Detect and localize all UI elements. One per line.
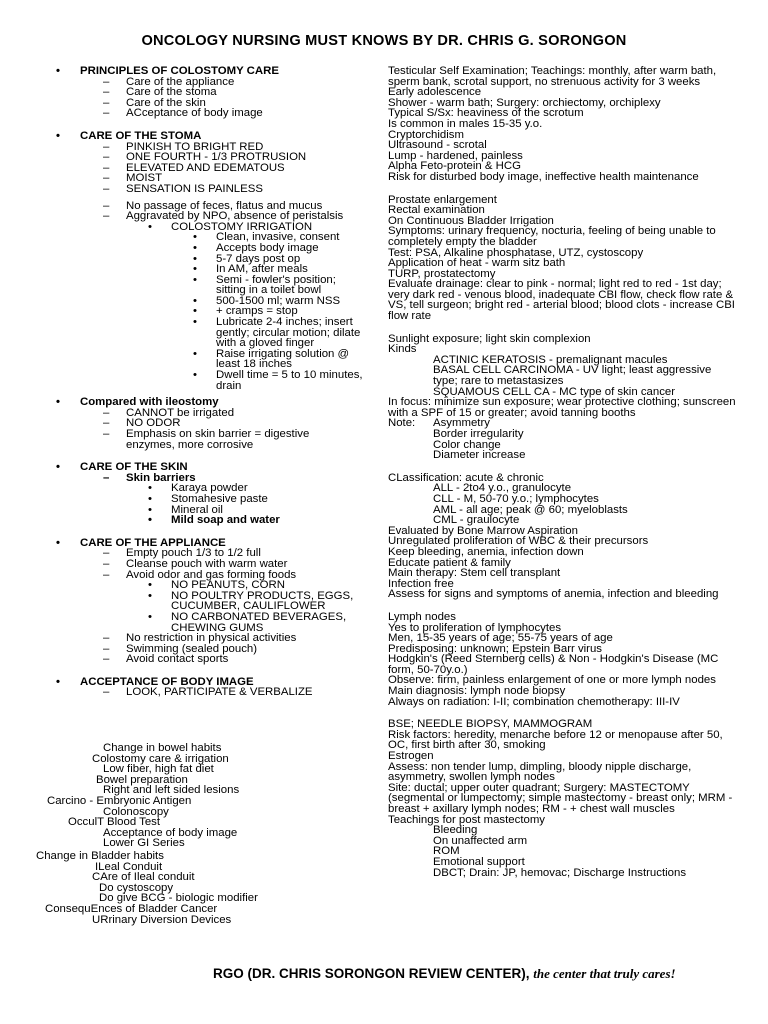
mnemonic-line: Acceptance of body image	[103, 826, 238, 839]
skin-cancer-kind: SQUAMOUS CELL CA - MC type of skin cancer	[433, 385, 676, 398]
post-mastectomy-item: Bleeding	[433, 824, 478, 837]
irrigation-item: • Clean, invasive, consent	[0, 232, 385, 243]
note-item: Color change	[433, 438, 501, 451]
stoma-item: – MOIST	[0, 173, 385, 184]
irrigation-item: • Accepts body image	[0, 243, 385, 254]
lymphoma-line: Observe: firm, painless enlargement of one or more lymph nodes	[388, 674, 716, 687]
appliance-item: – Avoid odor and gas forming foods	[0, 570, 385, 581]
skin-item: • Mild soap and water	[0, 515, 385, 526]
leukemia-classification: CLassification: acute & chronic	[388, 471, 544, 484]
mnemonic-line: Colostomy care & irrigation	[92, 752, 229, 765]
stoma-note: – No passage of feces, flatus and mucus	[0, 201, 385, 212]
testicular-line: Cryptorchidism	[388, 128, 464, 141]
testicular-line: Ultrasound - scrotal	[388, 139, 487, 152]
irrigation-item: • Dwell time = 5 to 10 minutes, drain	[0, 370, 366, 391]
lymphoma-line: Hodgkin's (Reed Sternberg cells) & Non - Hodgkin's Disease (MC form, 50-70y.o.)	[388, 653, 719, 676]
skin-cancer-kind: ACTINIC KERATOSIS - premalignant macules	[433, 353, 668, 366]
mnemonic-line: CAre of Ileal conduit	[92, 871, 195, 884]
appliance-item: – No restriction in physical activities	[0, 633, 385, 644]
footer	[213, 966, 676, 981]
mnemonic-line: ILeal Conduit	[95, 860, 163, 873]
irrigation-item: • Raise irrigating solution @ least 18 inches	[0, 349, 366, 370]
ileostomy-header: • Compared with ileostomy	[0, 397, 385, 408]
post-mastectomy-item: ROM	[433, 845, 460, 858]
skin-item: • Karaya powder	[0, 483, 385, 494]
leukemia-line: Assess for signs and symptoms of anemia, infection and bleeding	[388, 588, 719, 601]
mnemonic-line: OcculT Blood Test	[68, 816, 161, 829]
skin-cancer-kind: BASAL CELL CARCINOMA - UV light; least aggressive type; rare to metastasizes	[433, 364, 712, 388]
appliance-item: – Cleanse pouch with warm water	[0, 559, 385, 570]
leukemia-line: Infection free	[388, 577, 454, 590]
leukemia-line: Evaluated by Bone Marrow Aspiration	[388, 524, 578, 537]
acceptance-item: – LOOK, PARTICIPATE & VERBALIZE	[0, 687, 385, 698]
footer-slogan: the center that truly cares!	[533, 966, 676, 981]
testicular-line: Alpha Feto-protein & HCG	[388, 160, 521, 173]
mnemonic-line: Carcino - Embryonic Antigen	[47, 794, 192, 807]
testicular-line: Typical S/Sx: heaviness of the scrotum	[388, 107, 584, 120]
prostate-line: TURP, prostatectomy	[388, 267, 496, 280]
post-mastectomy-item: DBCT; Drain: JP, hemovac; Discharge Instructions	[433, 866, 687, 879]
appliance-item: – Avoid contact sports	[0, 654, 385, 665]
mnemonic-line: ConsequEnces of Bladder Cancer	[45, 902, 218, 915]
leukemia-line: Educate patient & family	[388, 556, 511, 569]
post-mastectomy-item: On unaffected arm	[433, 834, 528, 847]
mnemonic-line: Change in Bladder habits	[36, 850, 164, 862]
leukemia-line: Unregulated proliferation of WBC & their precursors	[388, 535, 649, 548]
lymphoma-line: Men, 15-35 years of age; 55-75 years of age	[388, 632, 613, 645]
irrigation-item: • Semi - fowler's position; sitting in a toilet bowl	[0, 275, 366, 296]
mnemonic-line: Lower GI Series	[103, 837, 185, 850]
appliance-item: – Empty pouch 1/3 to 1/2 full	[0, 548, 385, 559]
stoma-item: – PINKISH TO BRIGHT RED	[0, 142, 385, 153]
ileostomy-item: – CANNOT be irrigated	[0, 408, 385, 419]
mnemonic-line: Change in bowel habits	[103, 742, 222, 754]
acceptance-header: • ACCEPTANCE OF BODY IMAGE	[0, 677, 385, 688]
prostate-line: Prostate enlargement	[388, 193, 497, 206]
food-item: • NO PEANUTS, CORN	[0, 580, 385, 591]
stoma-item: – SENSATION IS PAINLESS	[0, 184, 385, 195]
irrigation-item: • Lubricate 2-4 inches; insert gently; circular motion; dilate with a gloved finger	[0, 317, 376, 349]
prostate-line: Application of heat - warm sitz bath	[388, 257, 566, 270]
note-label: Note:	[388, 417, 416, 430]
irrigation-header: • COLOSTOMY IRRIGATION	[0, 222, 385, 233]
testicular-line: Risk for disturbed body image, ineffective health maintenance	[388, 170, 699, 183]
skin-cancer-line: Kinds	[388, 343, 417, 356]
breast-line: Risk factors: heredity, menarche before 12 or menopause after 50, OC, first birth after 30, smoking	[388, 728, 723, 752]
note-item: Asymmetry	[433, 417, 490, 430]
skin-cancer-line: Sunlight exposure; light skin complexion	[388, 332, 591, 345]
lymphoma-line: Always on radiation: I-II; combination chemotherapy: III-IV	[388, 695, 680, 708]
breast-line: BSE; NEEDLE BIOPSY, MAMMOGRAM	[388, 718, 593, 731]
footer-center-name: RGO (DR. CHRIS SORONGON REVIEW CENTER),	[213, 966, 530, 981]
mnemonic-line: Colonoscopy	[103, 805, 169, 818]
mnemonic-line: Do cystoscopy	[99, 881, 174, 894]
skin-item: • Stomahesive paste	[0, 494, 385, 505]
prostate-line: Test: PSA, Alkaline phosphatase, UTZ, cystoscopy	[388, 246, 644, 259]
prostate-line: Symptoms: urinary frequency, nocturia, feeling of being unable to completely empty the bladder	[388, 225, 716, 248]
leukemia-class: ALL - 2to4 y.o., granulocyte	[433, 482, 572, 495]
mnemonic-line: Do give BCG - biologic modifier	[99, 892, 258, 905]
leukemia-class: AML - all age; peak @ 60; myeloblasts	[433, 503, 628, 516]
breast-line: Estrogen	[388, 750, 434, 763]
leukemia-class: CML - graulocyte	[433, 514, 520, 527]
testicular-line: Testicular Self Examination; Teachings: monthly, after warm bath, sperm bank, scrotal support, no strenuous activity for 3 weeks	[388, 65, 717, 88]
breast-line: Teachings for post mastectomy	[388, 813, 546, 826]
stoma-header: • CARE OF THE STOMA	[0, 131, 385, 142]
testicular-line: Lump - hardened, painless	[388, 149, 523, 162]
appliance-item: – Swimming (sealed pouch)	[0, 644, 385, 655]
principle-item: – Care of the appliance	[0, 77, 385, 88]
irrigation-item: • 5-7 days post op	[0, 254, 385, 265]
skin-cancer-line: In focus: minimize sun exposure; wear protective clothing; sunscreen with a SPF of 15 or greater; avoid tanning booths	[388, 396, 736, 419]
testicular-line: Early adolescence	[388, 86, 482, 99]
breast-line: Assess: non tender lump, dimpling, bloody nipple discharge, asymmetry, swollen lymph nodes	[388, 760, 692, 784]
prostate-line: On Continuous Bladder Irrigation	[388, 214, 554, 227]
breast-line: Site: ductal; upper outer quadrant; Surgery: MASTECTOMY (segmental or lumpectomy; simple mastectomy - breast only; MRM - breast + axillary lymph nodes; RM - + chest wall muscles	[388, 781, 733, 815]
skin-barriers-label: – Skin barriers	[0, 473, 385, 484]
appliance-header: • CARE OF THE APPLIANCE	[0, 538, 385, 549]
lymphoma-line: Lymph nodes	[388, 610, 456, 623]
leukemia-class: CLL - M, 50-70 y.o.; lymphocytes	[433, 492, 599, 505]
testicular-line: Shower - warm bath; Surgery: orchiectomy, orchiplexy	[388, 96, 661, 109]
principles-header: • PRINCIPLES OF COLOSTOMY CARE	[0, 66, 385, 77]
irrigation-item: • + cramps = stop	[0, 306, 385, 317]
page-title: ONCOLOGY NURSING MUST KNOWS BY DR. CHRIS G. SORONGON	[141, 33, 627, 49]
principle-item: – Care of the skin	[0, 98, 385, 109]
irrigation-item: • 500-1500 ml; warm NSS	[0, 296, 385, 307]
right-column	[388, 66, 738, 878]
note-item: Border irregularity	[433, 428, 524, 440]
leukemia-line: Main therapy: Stem cell transplant	[388, 567, 561, 580]
lymphoma-line: Yes to proliferation of lymphocytes	[388, 621, 562, 634]
bladder-mnemonic	[0, 851, 385, 925]
stoma-item: – ONE FOURTH - 1/3 PROTRUSION	[0, 152, 385, 163]
prostate-line: Evaluate drainage: clear to pink - normal; light red to red - 1st day; very dark red - venous blood, inadequate CBI flow, check flow rate & VS, tell surgeon; bright red - arterial blood; blood clots - increase CBI flow rate	[388, 278, 735, 323]
prostate-line: Rectal examination	[388, 204, 485, 217]
skin-item: • Mineral oil	[0, 505, 385, 516]
food-item: • NO CARBONATED BEVERAGES, CHEWING GUMS	[0, 612, 381, 633]
ileostomy-item: – NO ODOR	[0, 418, 385, 429]
testicular-line: Is common in males 15-35 y.o.	[388, 117, 543, 130]
principle-item: – ACceptance of body image	[0, 108, 385, 119]
skin-header: • CARE OF THE SKIN	[0, 462, 385, 473]
stoma-note: – Aggravated by NPO, absence of peristalsis	[0, 211, 385, 222]
mnemonic-line: URrinary Diversion Devices	[92, 913, 232, 926]
post-mastectomy-item: Emotional support	[433, 855, 525, 868]
stoma-item: – ELEVATED AND EDEMATOUS	[0, 163, 385, 174]
note-item: Diameter increase	[433, 449, 526, 462]
mnemonic-line: Bowel preparation	[96, 773, 188, 786]
lymphoma-line: Predisposing: unknown; Epstein Barr virus	[388, 642, 602, 655]
mnemonic-line: Low fiber, high fat diet	[103, 763, 214, 776]
mnemonic-line: Right and left sided lesions	[103, 784, 240, 797]
colorectal-mnemonic	[0, 743, 385, 849]
leukemia-line: Keep bleeding, anemia, infection down	[388, 545, 584, 558]
principle-item: – Care of the stoma	[0, 87, 385, 98]
ileostomy-item: – Emphasis on skin barrier = digestive enzymes, more corrosive	[0, 429, 316, 450]
left-column	[0, 66, 385, 698]
food-item: • NO POULTRY PRODUCTS, EGGS, CUCUMBER, CAULIFLOWER	[0, 591, 381, 612]
lymphoma-line: Main diagnosis: lymph node biopsy	[388, 685, 566, 698]
irrigation-item: • In AM, after meals	[0, 264, 385, 275]
